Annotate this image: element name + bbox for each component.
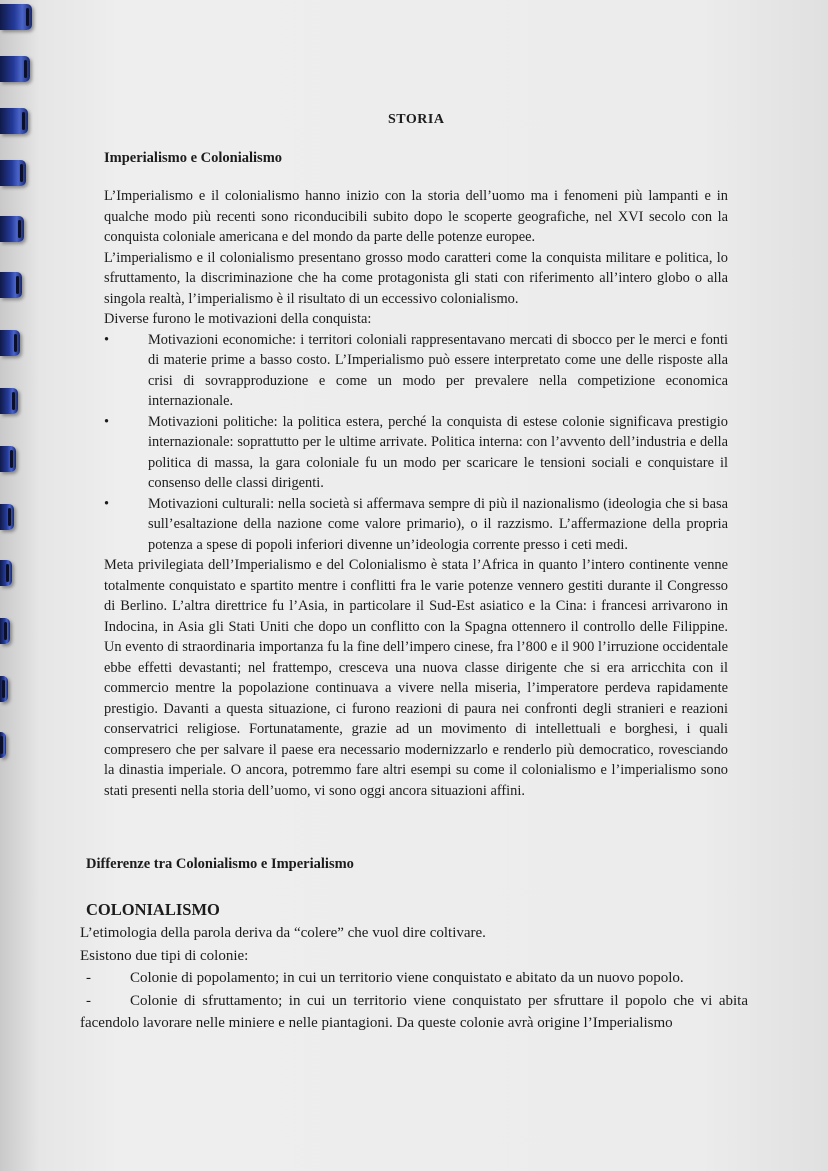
list-item-text: Colonie di popolamento; in cui un territorio viene conquistato e abitato da un nuovo popolo. xyxy=(130,970,684,986)
dash-icon: - xyxy=(86,970,91,986)
list-item-text: Motivazioni economiche: i territori coloniali rappresentavano mercati di sbocco per le merci e fonti di materie prime a basso costo. L’Imperialismo può essere interpretato come une delle risposte alla crisi di sovrapproduzione e come un modo per prevalere nella competizione economica internazionale. xyxy=(148,331,728,409)
section-body-colonialismo xyxy=(80,922,748,1035)
list-item xyxy=(104,412,728,494)
paragraph: Meta privilegiata dell’Imperialismo e del Colonialismo è stata l’Africa in quanto l’intero continente venne totalmente conquistato e spartito mentre i conflitti fra le varie potenze vennero gestiti durante il Congresso di Berlino. L’altra direttrice fu l’Asia, in particolare il Sud-Est asiatico e la Cina: i francesi arrivarono in Indocina, in Asia gli Stati Uniti che dopo un conflitto con la Spagna ottennero il controllo delle Filippine. Un evento di straordinaria importanza fu la fine dell’impero cinese, fra l’800 e il 900 l’irruzione occidentale ebbe effetti devastanti; nel frattempo, cresceva una nuova classe dirigente che si era arricchita con il commercio mentre la popolazione continuava a vivere nella miseria, l’imperatore perdeva rapidamente prestigio. Davanti a questa situazione, ci furono reazioni di paura nei confronti degli stranieri e reazioni conservatrici religiose. Fortunatamente, grazie ad un movimento di intellettuali e borghesi, i quali compresero che per salvare il paese era necessario modernizzarlo e renderlo più democratico, rovesciando la dinastia imperiale. O ancora, potremmo fare altri esempi su come il colonialismo e l’imperialismo sono stati presenti nella storia dell’uomo, vi sono oggi ancora situazioni affini. xyxy=(104,557,728,799)
list-item-text: Motivazioni politiche: la politica estera, perché la conquista di estese colonie significava prestigio internazionale: soprattutto per le ultime arrivate. Politica interna: con l’avvento dell’industria e della politica di massa, la gara coloniale fu un modo per scaricare le tensioni sociali e conquistare il consenso delle classi dirigenti. xyxy=(148,413,728,491)
paragraph: L’imperialismo e il colonialismo presentano grosso modo caratteri come la conquista militare e politica, lo sfruttamento, la discriminazione che ha come protagonista gli stati con riferimento all’intero globo o alla singola realtà, l’imperialismo è il risultato di un eccessivo colonialismo. xyxy=(104,249,728,307)
paragraph: L’Imperialismo e il colonialismo hanno inizio con la storia dell’uomo ma i fenomeni più lampanti e in qualche modo più recenti sono riconducibili subito dopo le scoperte geografiche, nel XVI secolo con la conquista coloniale americana e del mondo da parte delle potenze europee. xyxy=(104,188,728,245)
section-heading-imperialismo: Imperialismo e Colonialismo xyxy=(104,150,283,166)
page-title: STORIA xyxy=(388,112,445,127)
paragraph: Diverse furono le motivazioni della conquista: xyxy=(104,311,372,327)
subheading-colonialismo: COLONIALISMO xyxy=(86,900,220,919)
paragraph: Esistono due tipi di colonie: xyxy=(80,947,249,964)
list-item xyxy=(80,990,748,1035)
bullet-icon: • xyxy=(104,413,110,430)
section-body-imperialismo xyxy=(104,186,728,801)
dash-icon: - xyxy=(86,992,91,1009)
list-item-text: Colonie di sfruttamento; in cui un territorio viene conquistato per sfruttare il popolo che vi abita facendolo lavorare nelle miniere e nelle piantagioni. Da queste colonie avrà origine l’Imperialismo xyxy=(80,992,748,1031)
paragraph: L’etimologia della parola deriva da “colere” che vuol dire coltivare. xyxy=(80,925,486,941)
section-heading-differenze: Differenze tra Colonialismo e Imperialismo xyxy=(86,856,354,872)
list-item-text: Motivazioni culturali: nella società si affermava sempre di più il nazionalismo (ideologia che si basa sull’esaltazione della nazione come valore primario), o il razzismo. L’affermazione della propria potenza a spese di popoli inferiori divenne un’ideologia corrente presso i ceti medi. xyxy=(148,495,728,553)
list-item xyxy=(104,330,728,412)
bullet-icon: • xyxy=(104,495,110,512)
bullet-icon: • xyxy=(104,331,110,348)
list-item xyxy=(104,494,728,556)
list-item xyxy=(80,967,748,990)
